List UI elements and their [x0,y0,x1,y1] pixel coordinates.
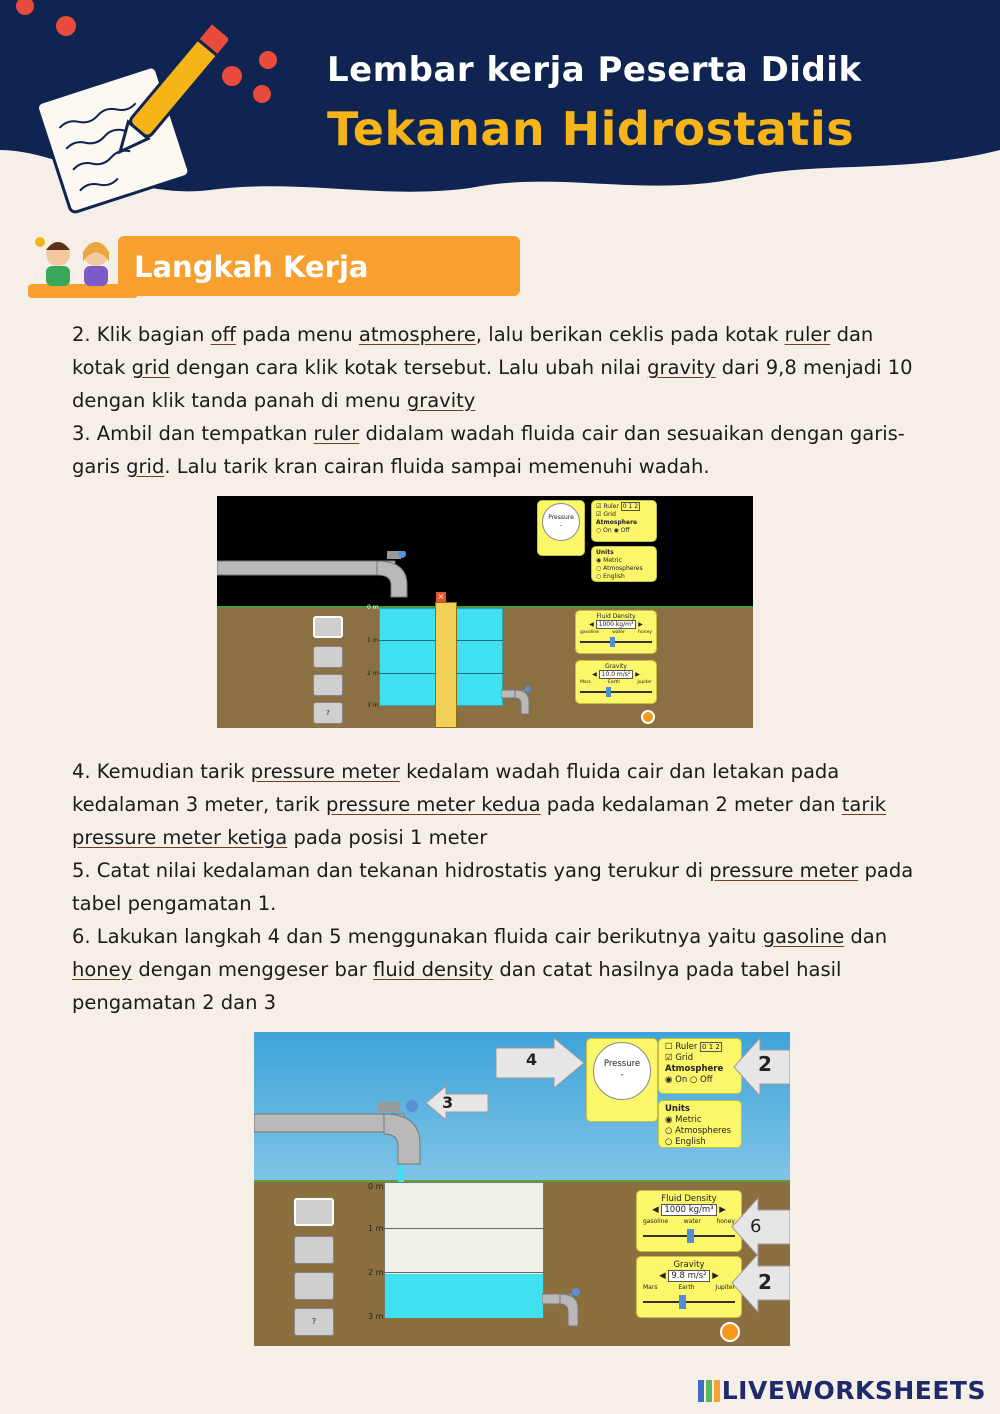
step-text: pada tabel pengamatan 1. [72,859,914,915]
step-text: . Lalu tarik kran cairan fluida sampai memenuhi wadah. [164,455,710,478]
atmosphere-off-label: Off [620,527,630,534]
step-text: 2. Klik bagian [72,323,211,346]
units-panel [658,1100,742,1148]
radio-off-icon[interactable]: ○ [689,1075,698,1085]
radio-off-icon[interactable]: ○ [665,1137,673,1147]
decrease-arrow-icon[interactable]: ◀ [652,1205,659,1215]
atmosphere-on-label: On [603,527,612,534]
fluid-density-title: Fluid Density [661,1194,717,1204]
pressure-gauge [542,503,580,541]
step-text: 4. Kemudian tarik [72,760,251,783]
step-3-text [72,417,932,483]
atmosphere-title: Atmosphere [596,519,638,526]
pressure-label: Pressure [548,514,574,521]
section-banner [28,232,524,300]
gravity-slider[interactable] [580,691,652,693]
section-title: Langkah Kerja [134,250,369,284]
step-text: pada posisi 1 meter [287,826,488,849]
unit-metric-label: Metric [603,557,622,564]
checkbox-checked-icon[interactable]: ☑ [665,1053,673,1063]
radio-on-icon[interactable]: ◉ [665,1115,673,1125]
increase-arrow-icon[interactable]: ▶ [635,671,640,678]
underlined-term: pressure meter [250,760,400,783]
radio-off-icon[interactable]: ○ [596,573,602,580]
slider-thumb[interactable] [610,637,615,647]
liveworksheets-logo[interactable] [698,1376,986,1405]
step-text: kedalam wadah fluida cair dan letakan pada kedalaman 3 meter, tarik [72,760,840,816]
scene-select-button[interactable] [294,1198,334,1226]
gravity-title: Gravity [673,1260,705,1270]
radio-on-icon[interactable]: ◉ [596,557,602,564]
slider-thumb[interactable] [679,1295,686,1309]
checkbox-checked-icon[interactable]: ☑ [596,511,602,518]
close-icon[interactable]: × [437,592,445,601]
decrease-arrow-icon[interactable]: ◀ [659,1271,666,1281]
step-5-text [72,854,932,920]
underlined-term: pressure meter [709,859,859,882]
depth-label: 0 m [368,1182,384,1191]
increase-arrow-icon[interactable]: ▶ [719,1205,726,1215]
grid-checkbox-label: Grid [675,1053,694,1063]
arrow-label-2: 2 [758,1052,772,1076]
logo-text: LIVEWORKSHEETS [721,1376,986,1405]
depth-label: 1 m [367,637,379,644]
increase-arrow-icon[interactable]: ▶ [638,621,643,628]
ruler-scale: 0 1 2 [702,1043,720,1051]
density-mid-label: water [612,630,625,635]
gravity-panel [575,660,657,704]
scene-select-button[interactable] [313,616,343,638]
pressure-value: - [620,1070,624,1080]
depth-label: 2 m [368,1268,384,1277]
radio-off-icon[interactable]: ○ [665,1126,673,1136]
gravity-min-label: Mars [643,1284,658,1291]
gravity-max-label: Jupiter [715,1284,735,1291]
step-2-text [72,318,932,417]
ruler[interactable] [435,602,457,728]
depth-label: 1 m [368,1224,384,1233]
display-options-panel [591,500,657,542]
scene-select-button[interactable] [313,674,343,696]
underlined-term: tarik pressure meter ketiga [72,793,887,849]
drain-faucet-icon [542,1288,592,1338]
underlined-term: atmosphere [358,323,476,346]
step-text: pada menu [235,323,359,346]
slider-thumb[interactable] [687,1229,694,1243]
simulation-screenshot-1 [217,496,753,728]
depth-label: 0 m [367,604,379,611]
fluid-density-value: 1000 kg/m³ [596,620,637,629]
step-text: 5. Catat nilai kedalaman dan tekanan hidrostatis yang terukur di [72,859,710,882]
scene-select-button[interactable] [313,646,343,668]
increase-arrow-icon[interactable]: ▶ [712,1271,719,1281]
scene-select-button[interactable] [294,1272,334,1300]
underlined-term: pressure meter kedua [325,793,541,816]
fluid-density-value: 1000 kg/m³ [661,1204,716,1216]
gravity-title: Gravity [605,663,627,670]
density-max-label: honey [716,1218,735,1225]
density-mid-label: water [683,1218,701,1225]
step-text: dari 9,8 menjadi 10 dengan klik tanda panah di menu [72,356,913,412]
fluid-density-panel [636,1190,742,1252]
ruler-checkbox-label: Ruler [675,1042,698,1052]
steps-4-6 [72,755,932,1019]
radio-off-icon[interactable]: ○ [596,527,602,534]
step-text: dengan cara klik kotak tersebut. Lalu ubah nilai [169,356,648,379]
gravity-max-label: Jupiter [637,680,652,685]
liveworksheets-logo-icon [698,1380,720,1402]
density-max-label: honey [638,630,652,635]
arrow-label-2b: 2 [758,1270,772,1294]
depth-label: 2 m [367,670,379,677]
checkbox-unchecked-icon[interactable]: ☐ [665,1042,673,1052]
arrow-right-icon [494,1036,586,1090]
atmosphere-title: Atmosphere [665,1064,724,1074]
worksheet-title: Lembar kerja Peserta Didik [327,50,862,90]
pressure-label: Pressure [603,1059,641,1069]
arrow-label-6: 6 [750,1216,762,1237]
underlined-term: grid [126,455,165,478]
reset-icon[interactable] [720,1322,740,1342]
decrease-arrow-icon[interactable]: ◀ [589,621,594,628]
unit-english-label: English [603,573,625,580]
fluid-density-title: Fluid Density [596,613,636,620]
units-title: Units [596,549,614,556]
faucet-icon [254,1100,434,1170]
unit-metric-label: Metric [675,1115,702,1125]
unit-atmospheres-label: Atmospheres [603,565,643,572]
step-4-text [72,755,932,854]
decrease-arrow-icon[interactable]: ◀ [592,671,597,678]
steps-2-3 [72,318,932,483]
unit-english-label: English [675,1137,706,1147]
units-title: Units [665,1104,690,1114]
density-slider[interactable] [580,641,652,643]
density-min-label: gasoline [580,630,599,635]
kids-illustration-icon [28,232,138,300]
grid-checkbox-label: Grid [603,511,616,518]
underlined-term: grid [131,356,170,379]
gravity-min-label: Mars [580,680,591,685]
arrow-label-3: 3 [442,1093,454,1112]
reset-icon[interactable] [641,710,655,724]
step-text: dan catat hasilnya pada tabel hasil pengamatan 2 dan 3 [72,958,842,1014]
step-text: 3. Ambil dan tempatkan [72,422,314,445]
ruler-scale: 0 1 2 [622,503,639,510]
step-text: dan kotak [72,323,874,379]
underlined-term: ruler [313,422,360,445]
step-text: pada kedalaman 2 meter dan [540,793,842,816]
scene-select-button[interactable] [294,1236,334,1264]
gravity-value: 9.8 m/s² [668,1270,709,1282]
gravity-mid-label: Earth [678,1284,695,1291]
step-text: didalam wadah fluida cair dan sesuaikan dengan garis-garis [72,422,905,478]
depth-label: 3 m [368,1312,384,1321]
depth-label: 3 m [367,702,379,709]
arrow-label-4: 4 [526,1050,538,1069]
checkbox-checked-icon[interactable]: ☑ [596,503,602,510]
step-6-text [72,920,932,1019]
underlined-term: honey [72,958,133,981]
step-text: dengan menggeser bar [132,958,374,981]
grid-line [384,1272,544,1273]
atmosphere-on-label: On [675,1075,688,1085]
underlined-term: gravity [647,356,716,379]
gravity-slider[interactable] [643,1301,735,1303]
gravity-value: 10.0 m/s² [599,670,634,679]
mystery-scene-button[interactable]: ? [294,1308,334,1336]
arrow-left-icon [424,1084,490,1122]
pressure-gauge [593,1042,651,1100]
unit-atmospheres-label: Atmospheres [675,1126,732,1136]
gravity-panel [636,1256,742,1318]
pressure-value: - [559,522,563,529]
underlined-term: ruler [784,323,831,346]
underlined-term: gasoline [762,925,845,948]
density-min-label: gasoline [643,1218,669,1225]
pressure-meter[interactable] [586,1038,658,1122]
step-text: dan [844,925,888,948]
gravity-mid-label: Earth [608,680,621,685]
radio-off-icon[interactable]: ○ [596,565,602,572]
mystery-scene-button[interactable]: ? [313,702,343,724]
density-slider[interactable] [643,1235,735,1237]
drain-faucet-icon [501,686,541,726]
notebook-pencil-icon [18,20,228,215]
water-level [385,1274,543,1318]
pressure-meter[interactable] [537,500,585,556]
units-panel [591,546,657,582]
underlined-term: fluid density [373,958,494,981]
slider-thumb[interactable] [606,687,611,697]
worksheet-subtitle: Tekanan Hidrostatis [327,102,855,156]
underlined-term: gravity [406,389,476,412]
header [0,0,1000,200]
faucet-icon [217,551,417,611]
ruler-checkbox-label: Ruler [603,503,619,510]
grid-line [384,1228,544,1229]
radio-on-icon[interactable]: ◉ [613,527,619,534]
simulation-screenshot-2 [254,1032,790,1346]
atmosphere-off-label: Off [700,1075,713,1085]
display-options-panel [658,1038,742,1094]
step-text: 6. Lakukan langkah 4 dan 5 menggunakan fluida cair berikutnya yaitu [72,925,763,948]
step-text: , lalu berikan ceklis pada kotak [475,323,785,346]
fluid-density-panel [575,610,657,654]
underlined-term: off [210,323,236,346]
radio-on-icon[interactable]: ◉ [665,1075,673,1085]
